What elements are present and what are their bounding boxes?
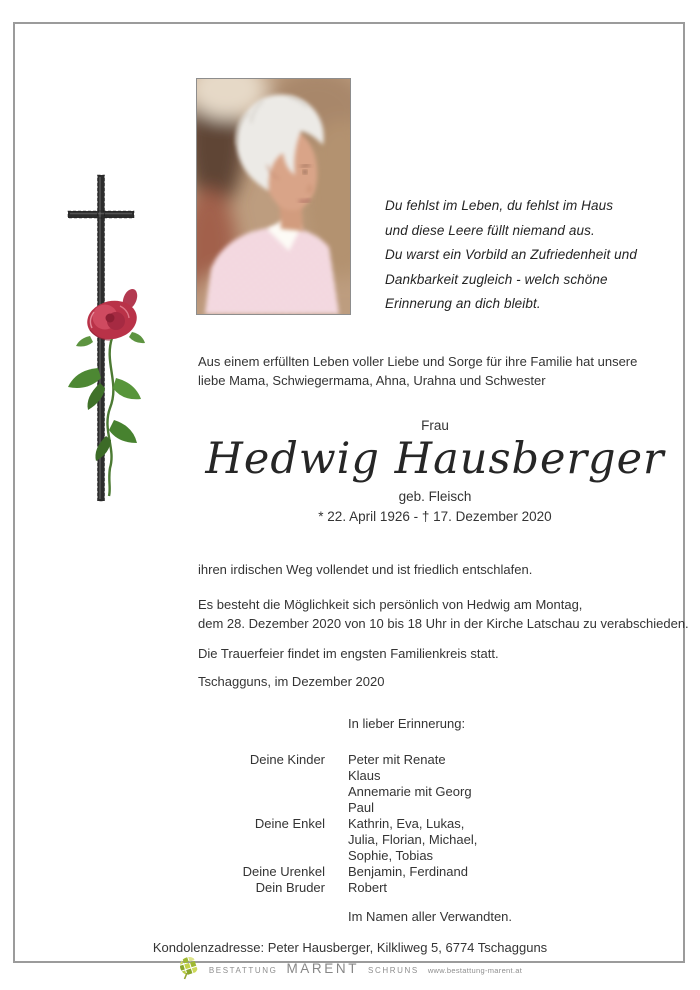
memorial-poem: Du fehlst im Leben, du fehlst im Haus und diese Leere füllt niemand aus. Du warst ein Vorbild an Zufriedenheit und Dankbarkeit zugleich - welch schöne Erinnerung an dich bleibt. bbox=[385, 198, 637, 312]
portrait-photo bbox=[196, 78, 351, 315]
viewing-info: Es besteht die Möglichkeit sich persönlich von Hedwig am Montag, dem 28. Dezember 2020 von 10 bis 18 Uhr in der Kirche Latschau zu verabschieden. bbox=[198, 597, 689, 631]
passing-line: ihren irdischen Weg vollendet und ist friedlich entschlafen. bbox=[198, 562, 533, 577]
funeral-home-website: www.bestattung-marent.at bbox=[427, 966, 523, 975]
condolence-address: Kondolenzadresse: Peter Hausberger, Kilkliweg 5, 6774 Tschagguns bbox=[152, 940, 548, 955]
deceased-name: Hedwig Hausberger bbox=[205, 434, 665, 484]
remembrance-heading: In lieber Erinnerung: bbox=[348, 716, 466, 731]
funeral-home-prefix: BESTATTUNG bbox=[208, 965, 278, 975]
place-and-date: Tschagguns, im Dezember 2020 bbox=[198, 674, 385, 689]
announcement-intro: Aus einem erfüllten Leben voller Liebe und Sorge für ihre Familie hat unsere liebe Mama, Schwiegermama, Ahna, Urahna und Schwester bbox=[198, 354, 638, 388]
marent-tree-logo-icon bbox=[178, 956, 200, 980]
family-list: Deine Kinder Peter mit Renate Klaus Annemarie mit Georg Paul Deine Enkel Kathrin, Eva, Lukas, Julia, Florian, Michael, Sophie, Tobias Deine Urenkel Benjamin, Ferdinand Dein Bruder Robert bbox=[242, 752, 478, 895]
funeral-home-name: MARENT bbox=[286, 961, 360, 976]
funeral-home-footer bbox=[0, 954, 700, 980]
cross-with-rose-icon bbox=[50, 168, 180, 513]
rose-icon bbox=[68, 287, 145, 496]
ceremony-line: Die Trauerfeier findet im engsten Familienkreis statt. bbox=[198, 646, 499, 661]
salutation: Frau bbox=[421, 418, 449, 433]
birth-death-dates: * 22. April 1926 - † 17. Dezember 2020 bbox=[318, 509, 552, 524]
funeral-home-city: SCHRUNS bbox=[368, 965, 419, 975]
maiden-name: geb. Fleisch bbox=[398, 489, 472, 504]
closing-line: Im Namen aller Verwandten. bbox=[348, 909, 513, 924]
